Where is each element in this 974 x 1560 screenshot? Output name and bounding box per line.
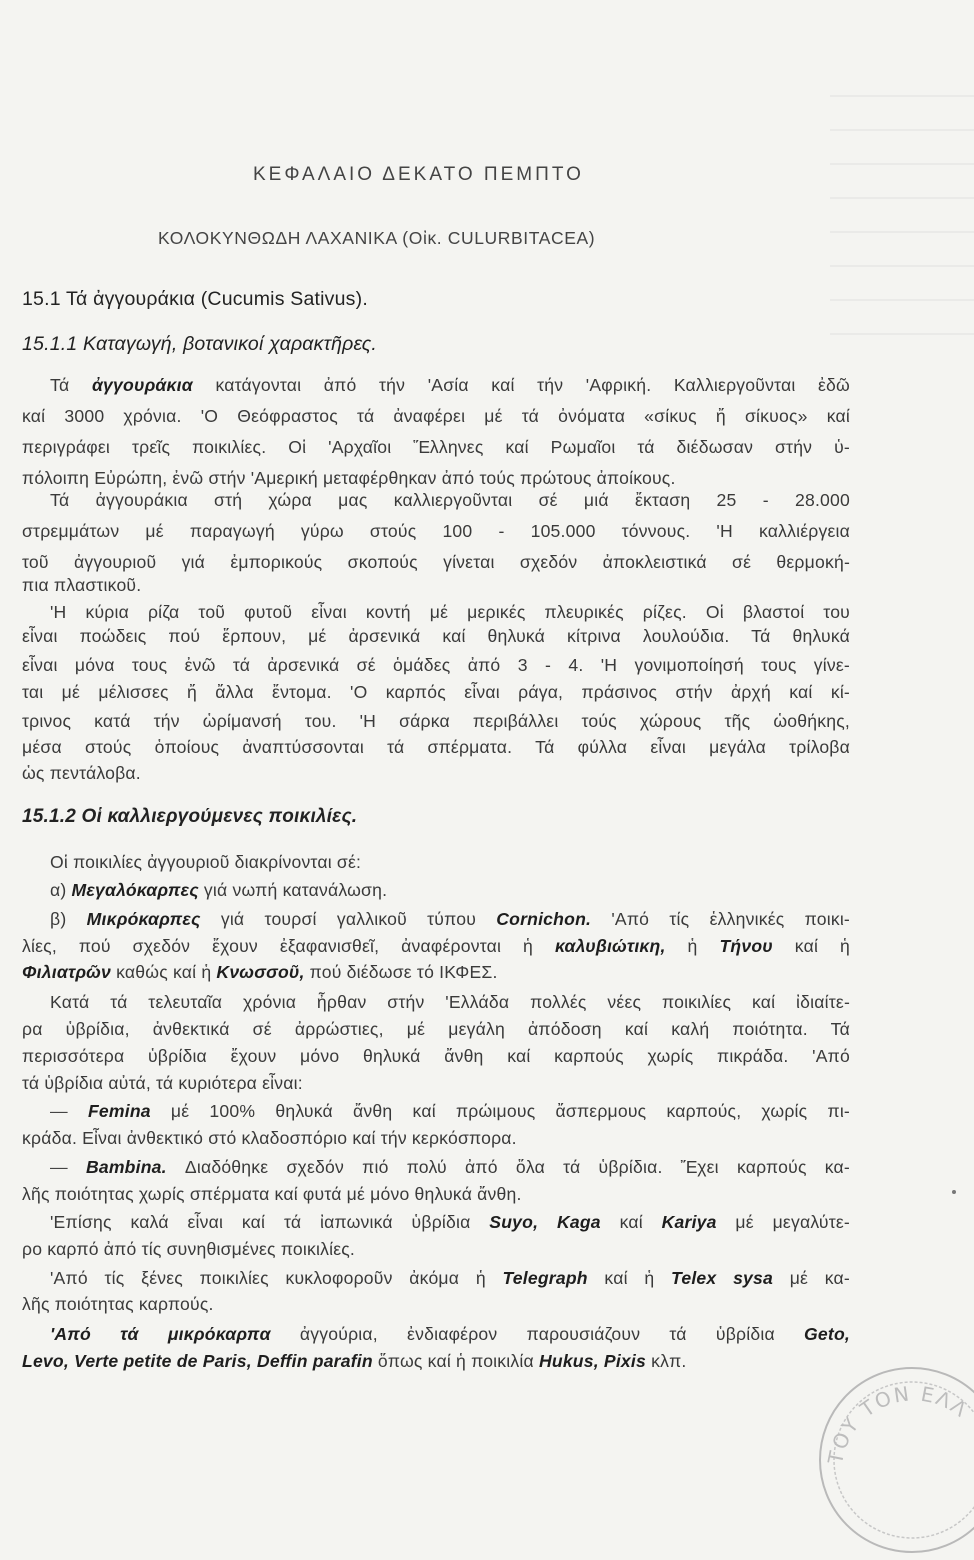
paragraph-line: καί 3000 χρόνια. 'Ο Θεόφραστος τά ἀναφέρει μέ τά ὀνόματα «σίκυς ἤ σίκυος» καί [22,406,850,426]
text-span: μέ κα- [773,1268,850,1288]
paragraph-line [22,960,850,984]
emphasis-text: Levo, Verte petite de Paris, Deffin parafin [22,1351,373,1371]
text-span: λίες, πού σχεδόν ἔχουν ἐξαφανισθεῖ, ἀναφέρονται ἡ [22,936,555,956]
text-span: 'Από τίς ἑλληνικές ποικι- [591,909,850,929]
paragraph-line: στρεμμάτων μέ παραγωγή γύρω στούς 100 - 105.000 τόννους. 'Η καλλιέργεια [22,521,850,541]
bleed-through-texture [830,95,974,355]
text-span: 'Από τίς ξένες ποικιλίες κυκλοφοροῦν ἀκόμα ἡ [50,1268,503,1288]
paragraph-line: περιγράφει τρεῖς ποικιλίες. Οἱ 'Αρχαῖοι Ἕλληνες καί Ρωμαῖοι τά διέδωσαν στήν ὑ- [22,437,850,457]
paragraph-line [22,1349,850,1373]
section-number: 15.1 [22,288,61,310]
list-item-a [22,878,878,902]
chapter-heading: ΚΕΦΑΛΑΙΟ ΔΕΚΑΤΟ ΠΕΜΠΤΟ [253,164,584,185]
emphasis-text: Kariya [661,1212,717,1232]
section-number: 15.1.2 [22,806,77,827]
paragraph-line: ρο καρπό ἀπό τίς συνηθισμένες ποικιλίες. [22,1239,356,1259]
paragraph-line: ὡς πεντάλοβα. [22,763,141,783]
list-label: β) [50,909,87,929]
family-heading: ΚΟΛΟΚΥΝΘΩΔΗ ΛΑΧΑΝΙΚΑ (Οἰκ. CULURBITACEA) [158,228,596,248]
text-span: καθώς καί ἡ [111,962,217,982]
section-title: Τά ἀγγουράκια (Cucumis Sativus). [66,288,368,310]
emphasis-text: Suyo, Kaga [489,1212,601,1232]
paragraph-line [22,934,850,958]
hybrid-femina [22,1099,850,1123]
hybrid-bambina [22,1155,850,1179]
text-span: κατάγονται ἀπό τήν 'Ασία καί τήν 'Αφρική. Καλλιεργοῦνται ἐδῶ [192,375,850,395]
speck-mark [952,1190,956,1194]
stamp-text: ΤΟΥ ΤΟΝ ΕΛΛ [823,1381,973,1467]
paragraph-line: τά ὑβρίδια αὐτά, τά κυριότερα εἶναι: [22,1073,303,1093]
text-span: Διαδόθηκε σχεδόν πιό πολύ ἀπό ὅλα τά ὑβρίδια. Ἔχει καρπούς κα- [166,1157,850,1177]
section-number: 15.1.1 [22,333,78,355]
paragraph-line: εἶναι ποώδεις πού ἕρπουν, μέ ἀρσενικά καί θηλυκά κίτρινα λουλούδια. Τά θηλυκά [22,626,850,646]
text-span: ἀγγούρια, ἐνδιαφέρον παρουσιάζουν τά ὑβρίδια [270,1324,805,1344]
emphasis-text: καλυβιώτικη, [554,936,666,956]
emphasis-text: Μικρόκαρπες [86,909,201,929]
paragraph-line: κράδα. Εἶναι ἀνθεκτικό στό κλαδοσπόριο καί τήν κερκόσπορα. [22,1128,517,1148]
section-title: Καταγωγή, βοτανικοί χαρακτῆρες. [83,333,378,355]
paragraph-line: Κατά τά τελευταῖα χρόνια ἦρθαν στήν 'Ελλάδα πολλές νέες ποικιλίες καί ἰδιαίτε- [50,992,850,1012]
emphasis-text: Φιλιατρῶν [22,962,112,982]
paragraph-line: πόλοιπη Εὐρώπη, ἐνῶ στήν 'Αμερική μεταφέρθηκαν ἀπό τούς πρώτους ἀποίκους. [22,468,676,488]
paragraph-line: ρα ὑβρίδια, ἀνθεκτικά σέ ἀρρώστιες, μέ μεγάλη ἀπόδοση καί καλή ποιότητα. Τά [22,1019,850,1039]
section-15-1-2-heading [22,805,850,829]
text-span: μέ 100% θηλυκά ἄνθη καί πρώιμους ἄσπερμους καρπούς, χωρίς πι- [150,1101,850,1121]
text-span: γιά τουρσί γαλλικοῦ τύπου [200,909,497,929]
paragraph-line: πια πλαστικοῦ. [22,575,142,595]
text-span: καί ἡ [772,936,850,956]
text-span: ὅπως καί ἡ ποικιλία [372,1351,539,1371]
paragraph-line [22,1210,850,1234]
emphasis-text: Κνωσσοῦ, [216,962,305,982]
text-span: μέ μεγαλύτε- [716,1212,850,1232]
paragraph-line: ται μέ μέλισσες ἤ ἄλλα ἔντομα. 'Ο καρπός εἶναι ράγα, πράσινος στήν ἀρχή καί κί- [22,682,850,702]
list-item-b [22,907,850,931]
list-label: α) [50,880,72,900]
paragraph-line [22,373,850,397]
emphasis-text: Telegraph [502,1268,588,1288]
paragraph-line: τοῦ ἀγγουριοῦ γιά ἐμπορικούς σκοπούς γίνεται σχεδόν ἀποκλειστικά σέ θερμοκή- [22,552,850,572]
text-span: πού διέδωσε τό ΙΚΦΕΣ. [304,962,498,982]
text-span: γιά νωπή κατανάλωση. [198,880,388,900]
paragraph-line: 'Η κύρια ρίζα τοῦ φυτοῦ εἶναι κοντή μέ μερικές πλευρικές ρίζες. Οἱ βλαστοί του [50,602,850,622]
section-title: Οἱ καλλιεργούμενες ποικιλίες. [81,806,358,827]
paragraph-line: Οἱ ποικιλίες ἀγγουριοῦ διακρίνονται σέ: [50,852,362,872]
text-span: κλπ. [646,1351,687,1371]
section-15-1-1-heading [22,332,850,356]
paragraph-line: Τά ἀγγουράκια στή χώρα μας καλλιεργοῦνται σέ μιά ἔκταση 25 - 28.000 [50,490,850,510]
text-span: ἡ [665,936,720,956]
paragraph-line [22,1322,850,1346]
text-span: Τά [50,375,92,395]
emphasis-text: Μεγαλόκαρπες [71,880,199,900]
dash-marker: — [50,1101,88,1121]
paragraph-line [22,1266,850,1290]
emphasis-text: ἀγγουράκια [91,375,193,395]
section-15-1-heading [22,287,850,311]
paragraph-line: λῆς ποιότητας χωρίς σπέρματα καί φυτά μέ μόνο θηλυκά ἄνθη. [22,1184,522,1204]
paragraph-line: λῆς ποιότητας καρπούς. [22,1294,214,1314]
paragraph-line: τρινος κατά τήν ὡρίμανσή του. 'Η σάρκα περιβάλλει τούς χώρους τῆς ὡοθήκης, [22,711,850,731]
emphasis-text: Cornichon. [496,909,592,929]
text-span: 'Επίσης καλά εἶναι καί τά ἰαπωνικά ὑβρίδια [50,1212,490,1232]
emphasis-text: Hukus, Pixis [538,1351,646,1371]
paragraph-line: περισσότερα ὑβρίδια ἔχουν μόνο θηλυκά ἄνθη καί καρπούς χωρίς πικράδα. 'Από [22,1046,850,1066]
paragraph-line: εἶναι μόνα τους ἐνῶ τά ἀρσενικά σέ ὁμάδες ἀπό 3 - 4. 'Η γονιμοποίησή τους γίνε- [22,655,850,675]
emphasis-text: Telex sysa [671,1268,774,1288]
emphasis-text: Geto, [804,1324,850,1344]
text-span: καί ἡ [587,1268,672,1288]
emphasis-text: 'Από τά μικρόκαρπα [50,1324,271,1344]
library-stamp [812,1360,974,1560]
paragraph-line: μέσα στούς ὁποίους ἀναπτύσσονται τά σπέρματα. Τά φύλλα εἶναι μεγάλα τρίλοβα [22,737,850,757]
emphasis-text: Bambina. [85,1157,167,1177]
emphasis-text: Femina [87,1101,151,1121]
emphasis-text: Τήνου [719,936,773,956]
dash-marker: — [50,1157,86,1177]
text-span: καί [600,1212,662,1232]
